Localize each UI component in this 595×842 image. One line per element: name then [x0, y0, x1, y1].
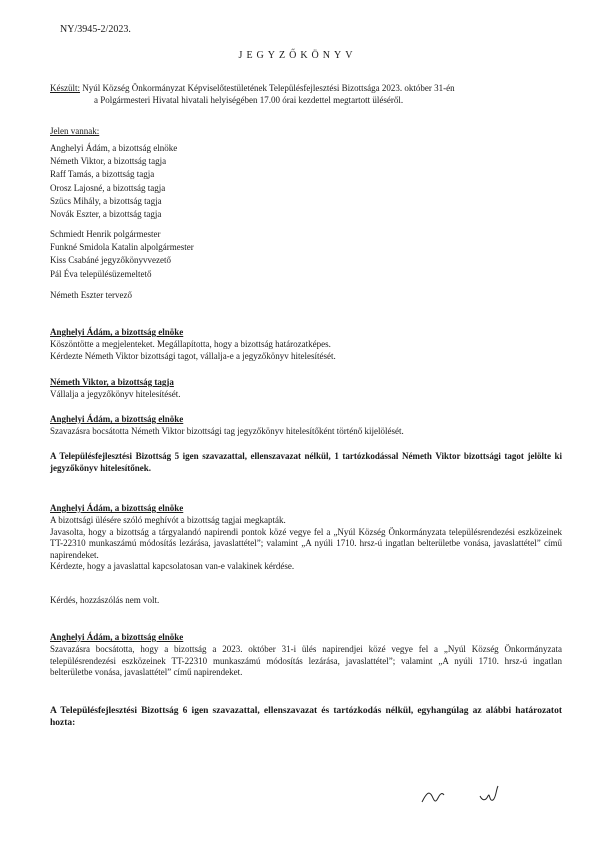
resolution-text: A Településfejlesztési Bizottság 6 igen szavazattal, ellenszavazat és tartózkodás nélkül, egyhangúlag az alábbi határozatot hozta:	[50, 706, 562, 728]
document-reference-number: NY/3945-2/2023.	[60, 24, 131, 35]
member-item: Németh Viktor, a bizottság tagja	[50, 156, 167, 167]
speech-text: Kérdés, hozzászólás nem volt.	[50, 595, 160, 605]
speech-line: A bizottsági ülésére szóló meghívót a bizottság tagjai megkapták.	[50, 515, 286, 525]
official-list	[50, 228, 562, 281]
speech-text	[50, 515, 562, 573]
speech-text	[50, 339, 562, 362]
present-label: Jelen vannak:	[50, 126, 100, 136]
speech-text: Vállalja a jegyzőkönyv hitelesítését.	[50, 389, 181, 399]
resolution-text: A Településfejlesztési Bizottság 5 igen szavazattal, ellenszavazat nélkül, 1 tartózkodással Németh Viktor bizottsági tagot jelölte ki jegyzőkönyv hitelesítőnek.	[50, 451, 562, 473]
member-item: Orosz Lajosné, a bizottság tagja	[50, 182, 166, 193]
official-item: Schmiedt Henrik polgármester	[50, 229, 161, 239]
official-item: Funkné Smidola Katalin alpolgármester	[50, 242, 194, 253]
speech-text: Szavazásra bocsátotta Németh Viktor bizottsági tag jegyzőkönyv hitelesítőként történő kijelölését.	[50, 426, 404, 436]
official-item: Kiss Csabáné jegyzőkönyvvezető	[50, 255, 171, 266]
document-title: JEGYZŐKÖNYV	[238, 50, 357, 61]
member-list	[50, 142, 562, 221]
made-paragraph	[50, 83, 562, 106]
speech-line: Köszöntötte a megjelenteket. Megállapította, hogy a bizottság határozatképes.	[50, 339, 331, 349]
member-item: Raff Tamás, a bizottság tagja	[50, 169, 155, 180]
speaker-heading: Németh Viktor, a bizottság tagja	[50, 377, 174, 387]
member-item: Novák Eszter, a bizottság tagja	[50, 209, 162, 220]
speech-line: Kérdezte Németh Viktor bizottsági tagot, vállalja-e a jegyzőkönyv hitelesítését.	[50, 350, 336, 361]
speaker-heading: Anghelyi Ádám, a bizottság elnöke	[50, 414, 184, 424]
planner-line: Németh Eszter tervező	[50, 290, 132, 300]
made-label: Készült:	[50, 83, 80, 93]
speaker-heading: Anghelyi Ádám, a bizottság elnöke	[50, 503, 184, 513]
member-item: Anghelyi Ádám, a bizottság elnöke	[50, 143, 178, 153]
speaker-heading: Anghelyi Ádám, a bizottság elnöke	[50, 632, 184, 642]
speech-line: Javasolta, hogy a bizottság a tárgyalandó napirendi pontok közé vegye fel a „Nyúl Község Önkormányzata településrendezési eszközeinek TT-22310 munkaszámú módosítás lezárása, javaslattétel”; valamint „A nyúli 1710. hrsz-ú ingatlan belterületbe vonása, javaslattétel” című napirendeket.	[50, 526, 562, 560]
signature-mark-right	[476, 782, 504, 808]
speech-text: Szavazásra bocsátotta, hogy a bizottság a 2023. október 31-i ülés napirendjei közé vegye fel a „Nyúl Község Önkormányzata településrendezési eszközeinek TT-22310 munkaszámú módosítás lezárása, javaslattétel”; valamint „A nyúli 1710. hrsz-ú ingatlan belterületbe vonása, javaslattétel” című napirendeket.	[50, 644, 562, 677]
signature-mark-left	[420, 786, 448, 808]
official-item: Pál Éva településüzemeltető	[50, 268, 152, 279]
made-line-1: Nyúl Község Önkormányzat Képviselőtestületének Településfejlesztési Bizottsága 2023. október 31-én	[80, 83, 455, 93]
made-line-2: a Polgármesteri Hivatal hivatali helyiségében 17.00 órai kezdettel megtartott üléséről.	[94, 94, 404, 105]
speaker-heading: Anghelyi Ádám, a bizottság elnöke	[50, 327, 184, 337]
speech-line: Kérdezte, hogy a javaslattal kapcsolatosan van-e valakinek kérdése.	[50, 561, 295, 571]
member-item: Szücs Mihály, a bizottság tagja	[50, 195, 162, 206]
